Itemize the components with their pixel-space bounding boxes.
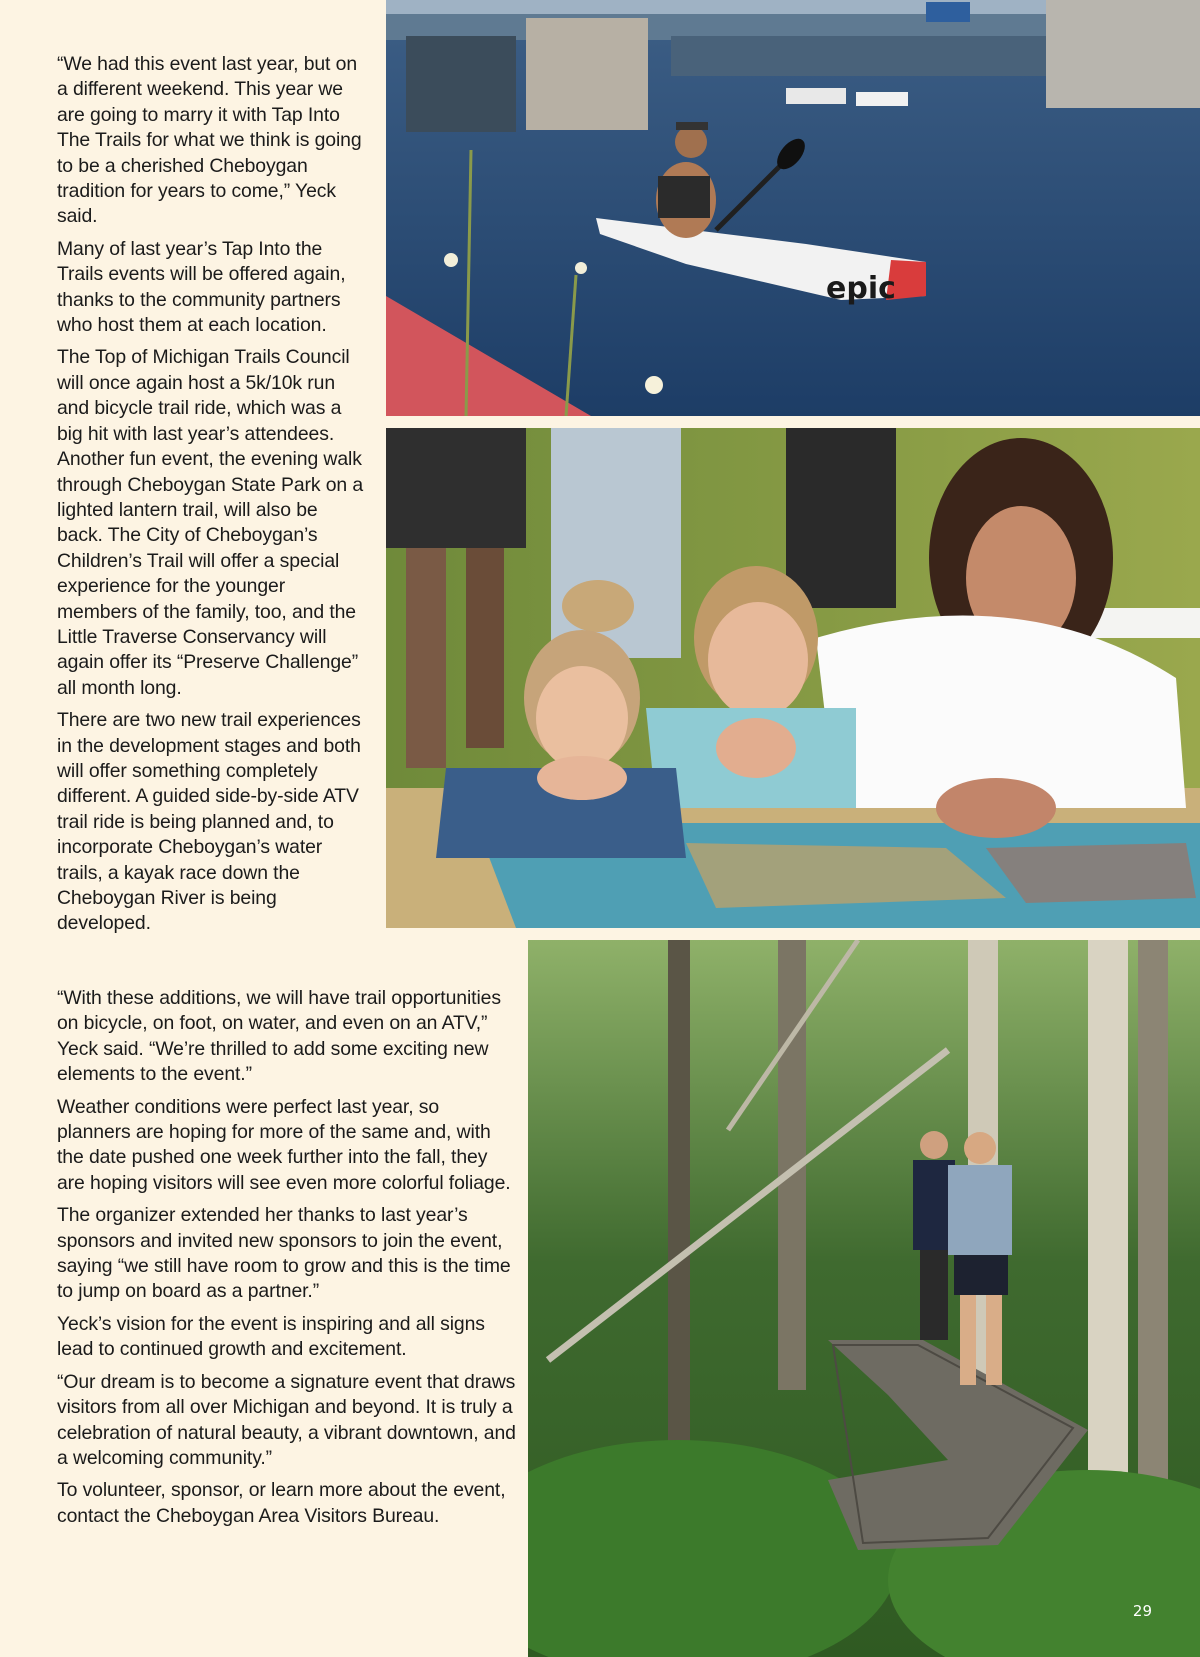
article-paragraph: “With these additions, we will have trail opportunities on bicycle, on foot, on water, and even on an ATV,” Yeck said. “We’re thrilled to add some exciting new elements to the event.” [57,987,501,1086]
article-paragraph: Many of last year’s Tap Into the Trails events will be offered again, thanks to the community partners who host them at each location. [57,237,346,337]
family-photo [386,428,1200,928]
article-paragraph: “Our dream is to become a signature event that draws visitors from all over Michigan and beyond. It is truly a celebration of natural beauty, a vibrant downtown, and a welcoming community.” [57,1370,516,1469]
article-paragraph: To volunteer, sponsor, or learn more about the event, contact the Cheboygan Area Visitors Bureau. [57,1479,506,1527]
page-number: 29 [1132,1602,1152,1620]
article-column-wide [57,986,517,1536]
trail-hike-photo [528,940,1200,1657]
article-paragraph: The organizer extended her thanks to last year’s sponsors and invited new sponsors to join the event, saying “we still have room to grow and this is the time to jump on board as a partner.” [57,1204,511,1303]
article-column-narrow [57,52,367,944]
article-paragraph: Weather conditions were perfect last year, so planners are hoping for more of the same and, with the date pushed one week further into the fall, they are hoping visitors will see even more colorful foliage. [57,1095,511,1194]
article-paragraph: The Top of Michigan Trails Council will once again host a 5k/10k run and bicycle trail ride, which was a big hit with last year’s attendees. Another fun event, the evening walk through Cheboygan State Park on a lighted lantern trail, will also be back. The City of Cheboygan’s Children’s Trail will offer a special experience for the younger members of the family, too, and the Little Traverse Conservancy will again offer its “Preserve Challenge” all month long. [57,346,364,699]
article-paragraph: “We had this event last year, but on a different weekend. This year we are going to marry it with Tap Into The Trails for what we think is going to be a cherished Cheboygan tradition for years to come,” Yeck said. [57,53,362,228]
kayak-photo [386,0,1200,416]
kayak-brand-text: epic [826,271,896,306]
article-paragraph: There are two new trail experiences in the development stages and both will offer something completely different. A guided side-by-side ATV trail ride is being planned and, to incorporate Cheboygan’s water trails, a kayak race down the Cheboygan River is being developed. [57,709,361,935]
article-paragraph: Yeck’s vision for the event is inspiring and all signs lead to continued growth and excitement. [57,1312,485,1361]
